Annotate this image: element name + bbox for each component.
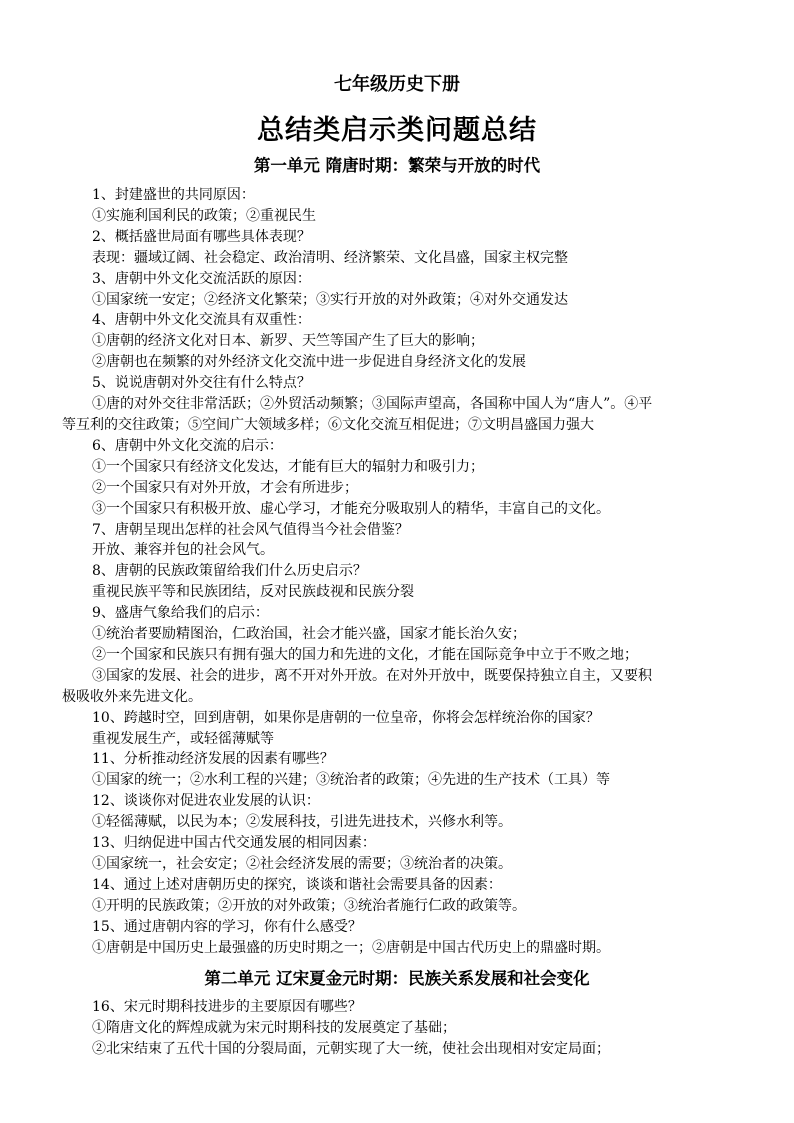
text-line: ②一个国家只有对外开放，才会有所进步；: [92, 479, 358, 496]
unit1-body: [62, 185, 734, 959]
text-line: 开放、兼容并包的社会风气。: [92, 542, 274, 559]
text-line: 3、唐朝中外文化交流活跃的原因：: [92, 270, 311, 287]
text-line: 5、说说唐朝对外交往有什么特点？: [92, 375, 311, 392]
unit2-heading: 第二单元 辽宋夏金元时期：民族关系发展和社会变化: [204, 969, 590, 988]
text-line: ①国家的统一；②水利工程的兴建；③统治者的政策；④先进的生产技术（工具）等: [92, 772, 610, 789]
text-line: ①国家统一，社会安定；②社会经济发展的需要；③统治者的决策。: [92, 856, 512, 872]
text-line: 2、概括盛世局面有哪些具体表现？: [92, 228, 311, 245]
grade-title: 七年级历史下册: [334, 74, 460, 95]
text-line: 1、封建盛世的共同原因：: [92, 187, 255, 203]
text-line: ②一个国家和民族只有拥有强大的国力和先进的文化，才能在国际竞争中立于不败之地；: [92, 646, 638, 663]
text-line: 表现：疆域辽阔、社会稳定、政治清明、经济繁荣、文化昌盛，国家主权完整: [92, 249, 568, 266]
text-line: 16、宋元时期科技进步的主要原因有哪些？: [92, 999, 362, 1015]
text-line: ①国家统一安定；②经济文化繁荣；③实行开放的对外政策；④对外交通发达: [92, 291, 568, 308]
text-line: 15、通过唐朝内容的学习，你有什么感受？: [92, 918, 362, 935]
text-line: ①轻徭薄赋，以民为本；②发展科技，引进先进技术，兴修水利等。: [92, 814, 512, 831]
page-title: 总结类启示类问题总结: [257, 115, 537, 146]
text-line: 8、唐朝的民族政策留给我们什么历史启示？: [92, 563, 367, 580]
text-line: 等互利的交往政策；⑤空间广大领域多样；⑥文化交流互相促进；⑦文明昌盛国力强大: [62, 416, 594, 433]
text-line: 6、唐朝中外文化交流的启示：: [92, 437, 283, 454]
unit1-heading: 第一单元 隋唐时期：繁荣与开放的时代: [253, 156, 541, 175]
text-line: 重视发展生产，或轻徭薄赋等: [92, 730, 274, 747]
text-line: ①实施利国利民的政策；②重视民生: [92, 207, 316, 224]
text-line: 极吸收外来先进文化。: [62, 688, 202, 705]
text-line: ②北宋结束了五代十国的分裂局面，元朝实现了大一统，使社会出现相对安定局面；: [92, 1040, 610, 1057]
text-line: ①统治者要励精图治，仁政治国，社会才能兴盛，国家才能长治久安；: [92, 626, 526, 643]
text-line: 11、分析推动经济发展的因素有哪些？: [92, 751, 334, 768]
text-line: ①隋唐文化的辉煌成就为宋元时期科技的发展奠定了基础；: [92, 1019, 456, 1036]
text-line: 12、谈谈你对促进农业发展的认识：: [92, 793, 320, 810]
text-line: ③国家的发展、社会的进步，离不开对外开放。在对外开放中，既要保持独立自主，又要积: [92, 667, 652, 684]
text-line: ③一个国家只有积极开放、虚心学习，才能充分吸取别人的精华，丰富自己的文化。: [92, 500, 610, 517]
text-line: ①一个国家只有经济文化发达，才能有巨大的辐射力和吸引力；: [92, 458, 484, 475]
text-line: ①唐朝是中国历史上最强盛的历史时期之一；②唐朝是中国古代历史上的鼎盛时期。: [92, 939, 610, 956]
text-line: ①唐的对外交往非常活跃；②外贸活动频繁；③国际声望高，各国称中国人为“唐人”。④平: [92, 396, 653, 413]
unit2-body: [92, 997, 734, 1060]
text-line: ①唐朝的经济文化对日本、新罗、天竺等国产生了巨大的影响；: [92, 333, 484, 350]
text-line: 14、通过上述对唐朝历史的探究，谈谈和谐社会需要具备的因素：: [92, 876, 502, 893]
text-line: ②唐朝也在频繁的对外经济文化交流中进一步促进自身经济文化的发展: [92, 354, 526, 371]
text-line: 9、盛唐气象给我们的启示：: [92, 605, 269, 622]
text-line: 重视民族平等和民族团结，反对民族歧视和民族分裂: [92, 584, 414, 601]
text-line: 7、唐朝呈现出怎样的社会风气值得当今社会借鉴？: [92, 521, 409, 538]
text-line: 4、唐朝中外文化交流具有双重性：: [92, 312, 311, 329]
text-line: ①开明的民族政策；②开放的对外政策；③统治者施行仁政的政策等。: [92, 897, 526, 914]
text-line: 10、跨越时空，回到唐朝，如果你是唐朝的一位皇帝，你将会怎样统治你的国家？: [92, 709, 600, 726]
text-line: 13、归纳促进中国古代交通发展的相同因素：: [92, 835, 376, 852]
